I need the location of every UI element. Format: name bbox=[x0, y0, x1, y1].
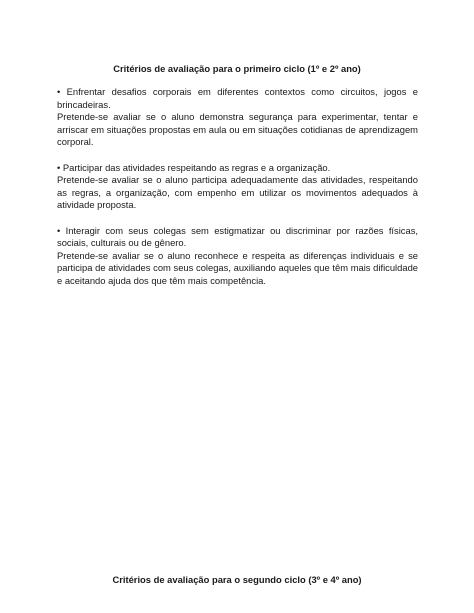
criterion-description: Pretende-se avaliar se o aluno participa adequadamente das atividades, respeitando as regras, a organização, com empenho em utilizar os movimentos adequados à atividade proposta. bbox=[57, 174, 418, 211]
criteria-list bbox=[57, 86, 418, 300]
section-title-first-cycle: Critérios de avaliação para o primeiro ciclo (1º e 2º ano) bbox=[113, 63, 361, 74]
criterion-description: Pretende-se avaliar se o aluno reconhece e respeita as diferenças individuais e se participa de atividades com seus colegas, auxiliando aqueles que têm mais dificuldade e aceitando ajuda dos que têm mais competência. bbox=[57, 249, 418, 286]
criterion-bullet: • Interagir com seus colegas sem estigmatizar ou discriminar por razões físicas, sociais, culturais ou de gênero. bbox=[57, 224, 418, 249]
section-title-second-cycle: Critérios de avaliação para o segundo ciclo (3º e 4º ano) bbox=[112, 574, 362, 585]
criterion-item bbox=[57, 162, 418, 212]
criterion-item bbox=[57, 225, 418, 288]
criterion-bullet: • Participar das atividades respeitando as regras e a organização. bbox=[57, 161, 331, 173]
criterion-item bbox=[57, 86, 418, 149]
criterion-description: Pretende-se avaliar se o aluno demonstra segurança para experimentar, tentar e arriscar em situações propostas em aula ou em situações cotidianas de aprendizagem corporal. bbox=[57, 111, 418, 148]
criterion-bullet: • Enfrentar desafios corporais em diferentes contextos como circuitos, jogos e brincadeiras. bbox=[57, 86, 418, 110]
